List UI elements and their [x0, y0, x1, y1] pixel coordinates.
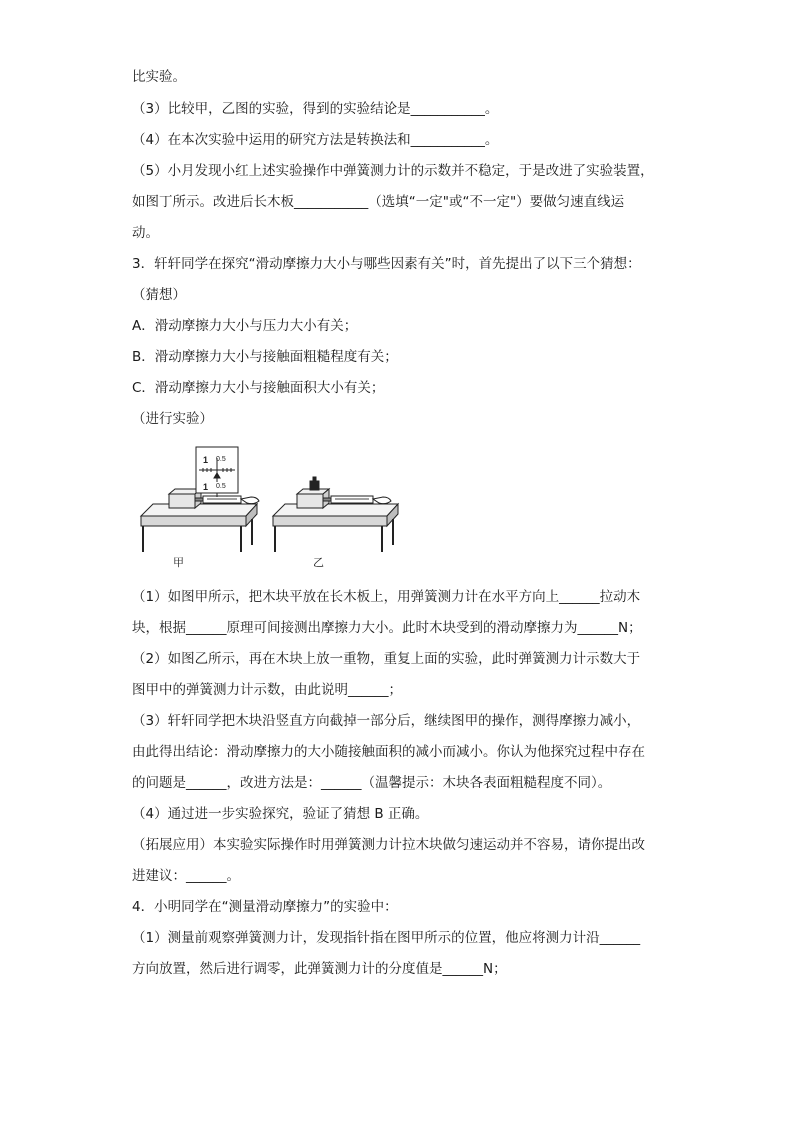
section-hypothesis: （猜想） [132, 287, 186, 303]
part-3-line-1: （3）轩轩同学把木块沿竖直方向截掉一部分后，继续图甲的操作，测得摩擦力减小， [132, 713, 641, 729]
question-4-intro: 4．小明同学在“测量滑动摩擦力”的实验中： [132, 899, 398, 915]
q4-part-1-line-1: （1）测量前观察弹簧测力计，发现指针指在图甲所示的位置，他应将测力计沿______ [132, 930, 641, 946]
part-2-line-1: （2）如图乙所示，再在木块上放一重物，重复上面的实验，此时弹簧测力计示数大于 [132, 651, 641, 667]
part-3-line-3: 的问题是______，改进方法是：______（温馨提示：木块各表面粗糙程度不同）。 [132, 775, 612, 791]
part-2-line-2: 图甲中的弹簧测力计示数，由此说明______； [132, 682, 402, 698]
figure-label-jia: 甲 [173, 556, 184, 569]
setup-jia [141, 447, 259, 552]
hypothesis-b: B．滑动摩擦力大小与接触面粗糙程度有关； [132, 349, 398, 365]
part-4-line: （4）通过进一步实验探究，验证了猜想 B 正确。 [132, 806, 429, 822]
text-line-6: 动。 [132, 225, 159, 241]
part-3-line-2: 由此得出结论：滑动摩擦力的大小随接触面积的减小而减小。你认为他探究过程中存在 [132, 744, 645, 760]
text-line-5: 如图丁所示。改进后长木板___________（选填“一定"或“不一定"）要做匀速直线运 [132, 194, 625, 210]
scale-label-bottom-1: 1 [203, 482, 209, 492]
q4-part-1-line-2: 方向放置，然后进行调零，此弹簧测力计的分度值是______N； [132, 961, 507, 977]
text-line-1: 比实验。 [132, 69, 186, 85]
text-line-4: （5）小月发现小红上述实验操作中弹簧测力计的示数并不稳定，于是改进了实验装置， [132, 163, 654, 179]
part-1-line-1: （1）如图甲所示，把木块平放在长木板上，用弹簧测力计在水平方向上______拉动木 [132, 589, 641, 605]
text-line-2: （3）比较甲，乙图的实验，得到的实验结论是___________。 [132, 101, 499, 117]
setup-yi [273, 477, 398, 552]
figure-label-yi: 乙 [313, 556, 324, 569]
extension-line-2: 进建议：______。 [132, 868, 240, 884]
hypothesis-a: A．滑动摩擦力大小与压力大小有关； [132, 318, 358, 334]
part-1-line-2: 块，根据______原理可间接测出摩擦力大小。此时木块受到的滑动摩擦力为______N； [132, 620, 642, 636]
text-line-3: （4）在本次实验中运用的研究方法是转换法和___________。 [132, 132, 499, 148]
experiment-figure [133, 444, 403, 574]
scale-label-top-05: 0.5 [216, 456, 226, 463]
hypothesis-c: C．滑动摩擦力大小与接触面积大小有关； [132, 380, 385, 396]
section-experiment: （进行实验） [132, 411, 213, 427]
scale-label-top-1: 1 [203, 455, 209, 465]
scale-label-bottom-05: 0.5 [216, 483, 226, 490]
question-3-intro: 3．轩轩同学在探究“滑动摩擦力大小与哪些因素有关”时，首先提出了以下三个猜想： [132, 256, 641, 272]
extension-line-1: （拓展应用）本实验实际操作时用弹簧测力计拉木块做匀速运动并不容易，请你提出改 [132, 837, 645, 853]
